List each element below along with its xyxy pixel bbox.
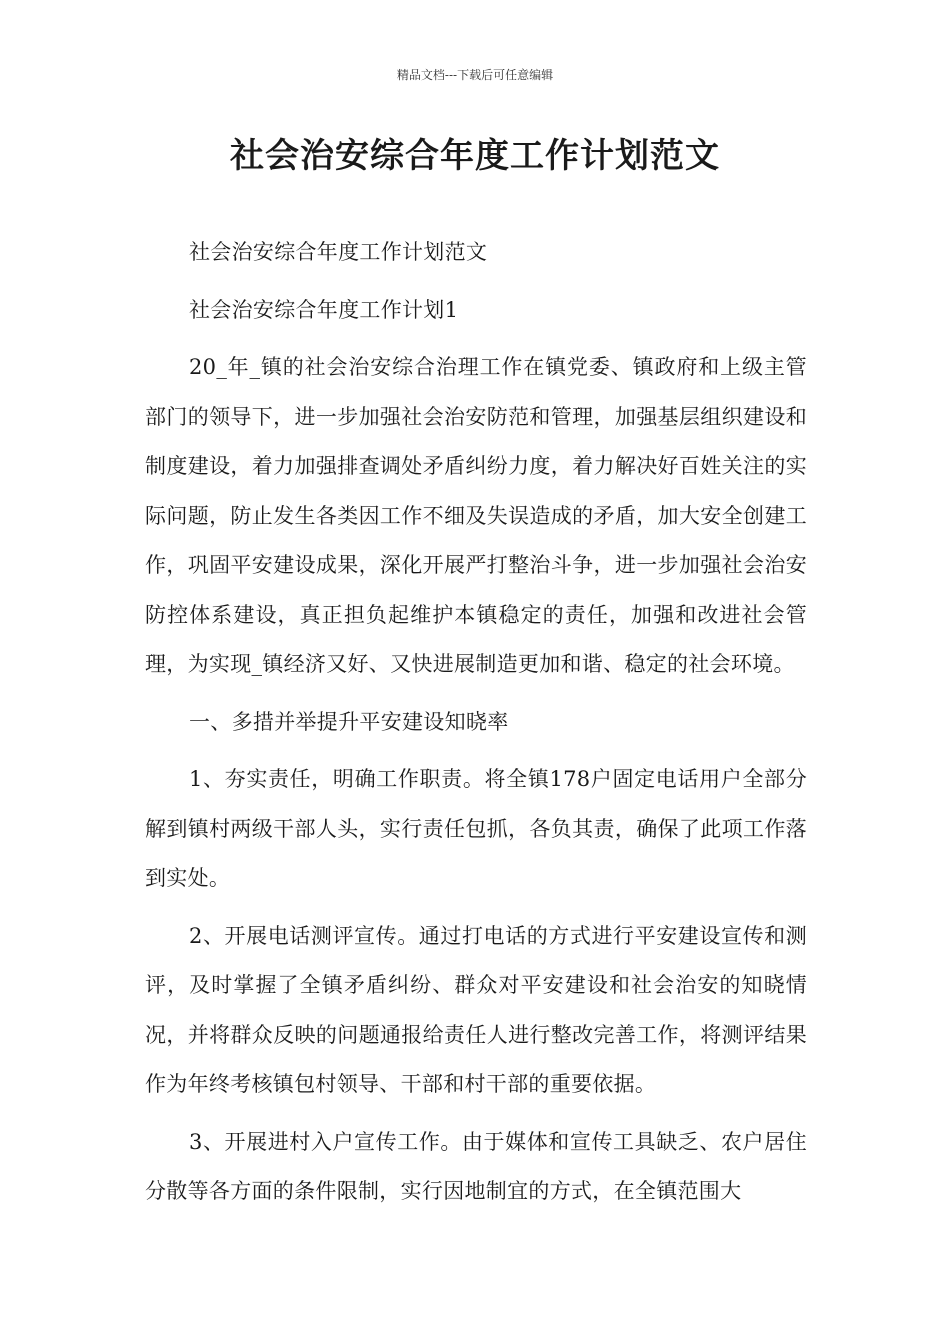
paragraph-heading-one: 一、多措并举提升平安建设知晓率 [189, 709, 509, 734]
document-title: 社会治安综合年度工作计划范文 [230, 136, 720, 176]
paragraph-item-3: 3、开展进村入户宣传工作。由于媒体和宣传工具缺乏、农户居住分散等各方面的条件限制，实行因地制宜的方式，在全镇范围大 [145, 1129, 807, 1203]
document-body [145, 228, 807, 1217]
paragraph-item-2: 2、开展电话测评宣传。通过打电话的方式进行平安建设宣传和测评，及时掌握了全镇矛盾纠纷、群众对平安建设和社会治安的知晓情况，并将群众反映的问题通报给责任人进行整改完善工作，将测评结果作为年终考核镇包村领导、干部和村干部的重要依据。 [145, 923, 807, 1096]
paragraph-section-heading: 社会治安综合年度工作计划1 [189, 297, 459, 322]
paragraph-item-1: 1、夯实责任，明确工作职责。将全镇178户固定电话用户全部分解到镇村两级干部人头，实行责任包抓，各负其责，确保了此项工作落到实处。 [145, 767, 807, 890]
paragraph-intro: 20_年_镇的社会治安综合治理工作在镇党委、镇政府和上级主管部门的领导下，进一步加强社会治安防范和管理，加强基层组织建设和制度建设，着力加强排查调处矛盾纠纷力度，着力解决好百姓关注的实际问题，防止发生各类因工作不细及失误造成的矛盾，加大安全创建工作，巩固平安建设成果，深化开展严打整治斗争，进一步加强社会治安防控体系建设，真正担负起维护本镇稳定的责任，加强和改进社会管理，为实现_镇经济又好、又快进展制造更加和谐、稳定的社会环境。 [145, 355, 807, 676]
paragraph-subtitle: 社会治安综合年度工作计划范文 [189, 240, 488, 264]
page-header-note: 精品文档---下载后可任意编辑 [396, 68, 554, 82]
